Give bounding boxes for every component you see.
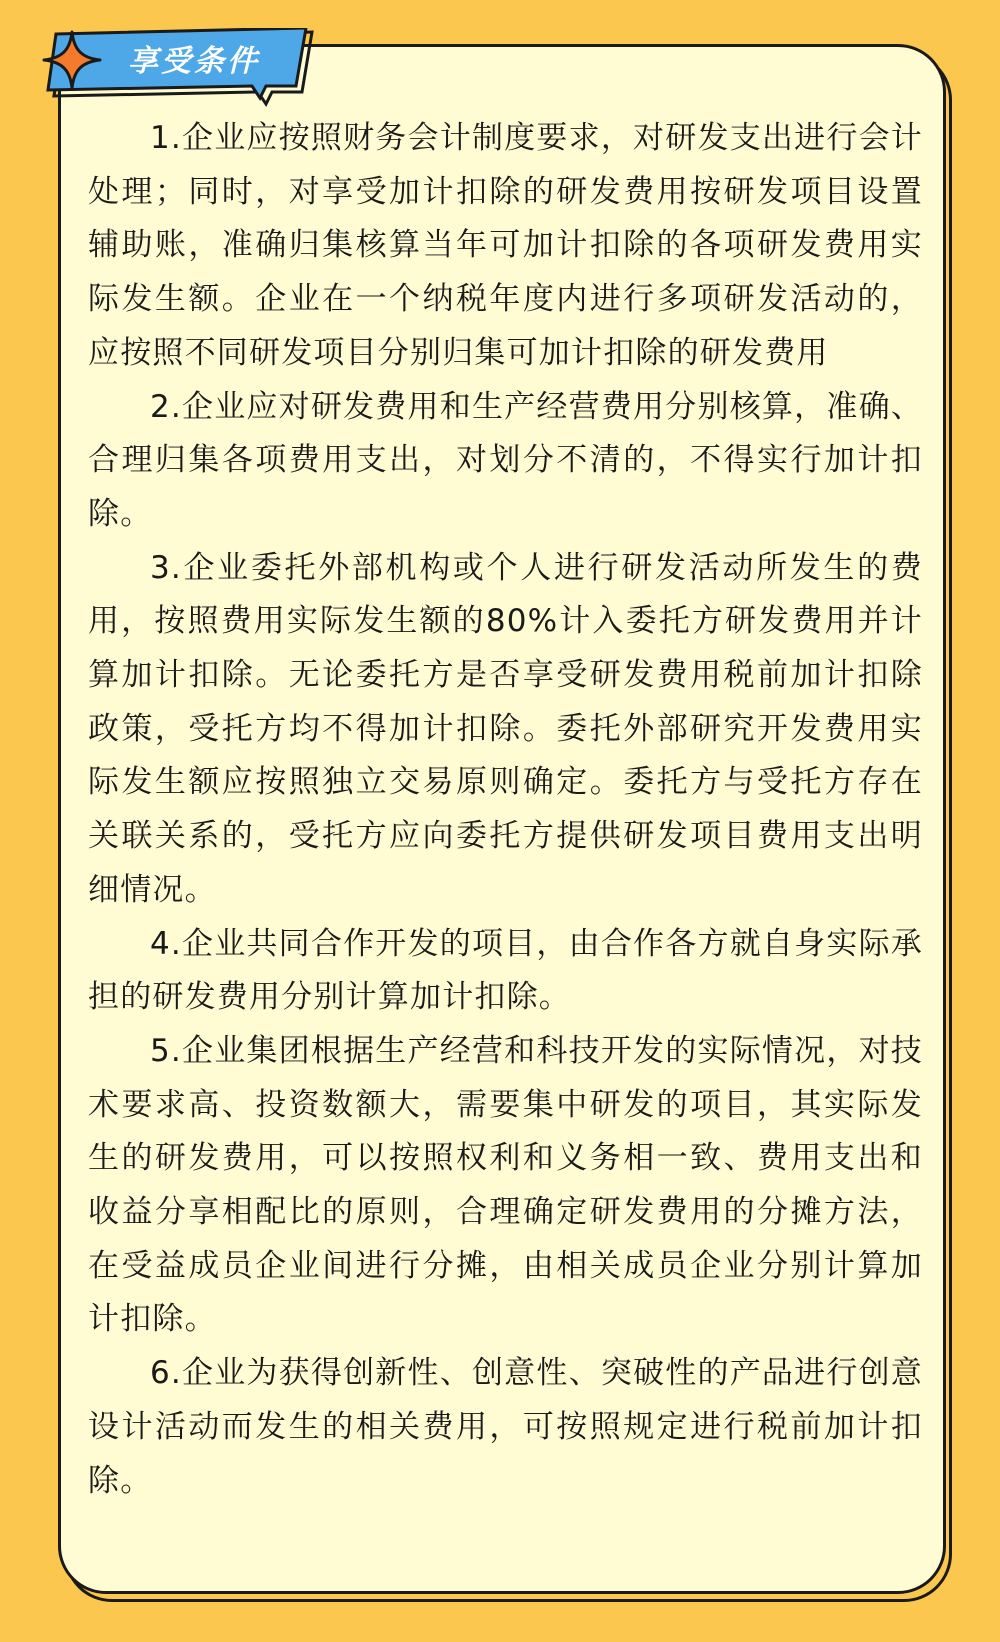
condition-paragraph-4: 4.企业共同合作开发的项目，由合作各方就自身实际承担的研发费用分别计算加计扣除。 [88, 925, 923, 1016]
condition-paragraph-2: 2.企业应对研发费用和生产经营费用分别核算，准确、合理归集各项费用支出，对划分不清的，不得实行加计扣除。 [88, 388, 923, 532]
section-title: 享受条件 [128, 44, 260, 79]
condition-paragraph-5: 5.企业集团根据生产经营和科技开发的实际情况，对技术要求高、投资数额大，需要集中研发的项目，其实际发生的研发费用，可以按照权利和义务相一致、费用支出和收益分享相配比的原则，合理确定研发费用的分摊方法，在受益成员企业间进行分摊，由相关成员企业分别计算加计扣除。 [88, 1032, 923, 1338]
condition-paragraph-1: 1.企业应按照财务会计制度要求，对研发支出进行会计处理；同时，对享受加计扣除的研发费用按研发项目设置辅助账，准确归集核算当年可加计扣除的各项研发费用实际发生额。企业在一个纳税年度内进行多项研发活动的，应按照不同研发项目分别归集可加计扣除的研发费用 [88, 120, 923, 371]
condition-paragraph-3: 3.企业委托外部机构或个人进行研发活动所发生的费用，按照费用实际发生额的80%计入委托方研发费用并计算加计扣除。无论委托方是否享受研发费用税前加计扣除政策，受托方均不得加计扣除。委托外部研究开发费用实际发生额应按照独立交易原则确定。委托方与受托方存在关联关系的，受托方应向委托方提供研发项目费用支出明细情况。 [88, 549, 923, 908]
condition-paragraph-6: 6.企业为获得创新性、创意性、突破性的产品进行创意设计活动而发生的相关费用，可按照规定进行税前加计扣除。 [88, 1355, 923, 1499]
conditions-text [88, 112, 923, 1508]
